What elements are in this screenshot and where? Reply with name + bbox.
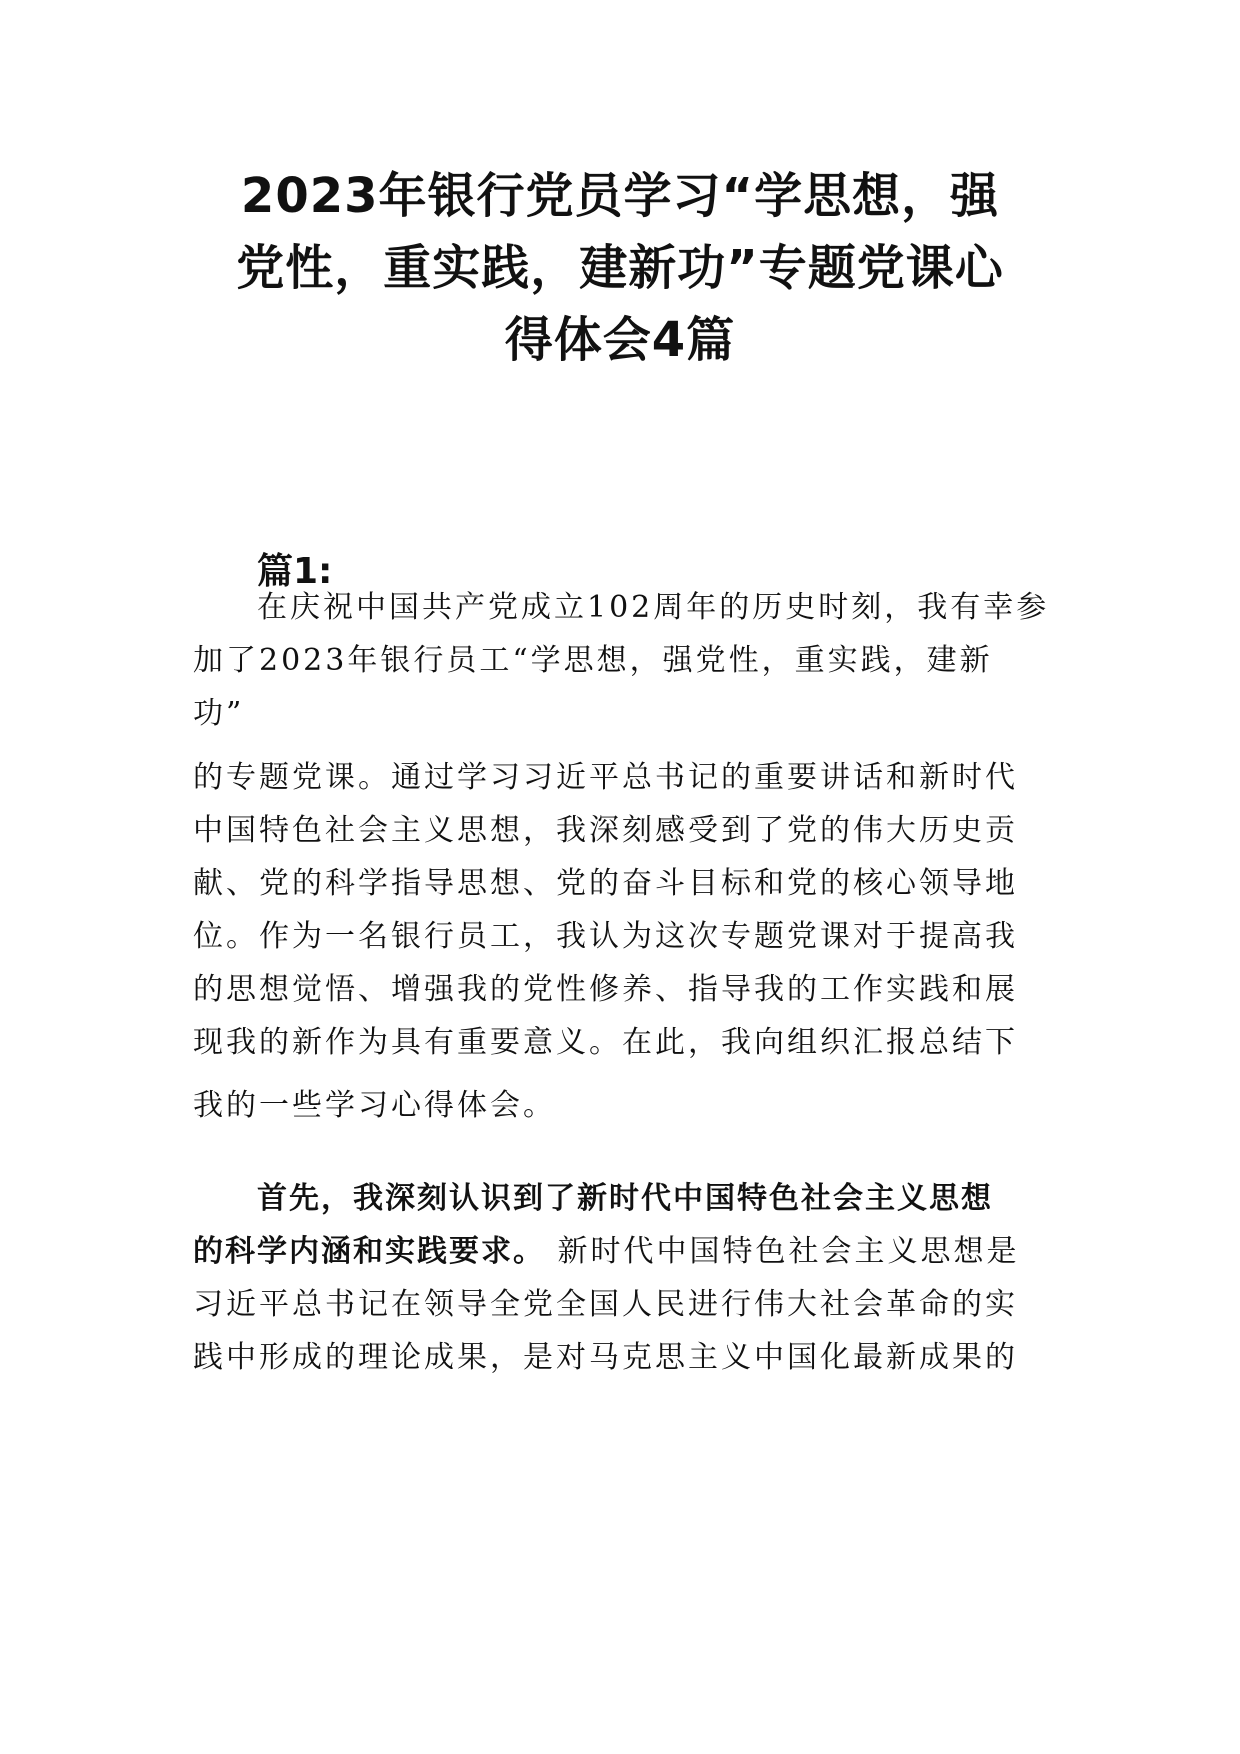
paragraph-line: 中国特色社会主义思想，我深刻感受到了党的伟大历史贡 [193, 813, 1018, 848]
paragraph-line: 的思想觉悟、增强我的党性修养、指导我的工作实践和展 [193, 972, 1018, 1007]
paragraph-line: 我的一些学习心得体会。 [193, 1088, 556, 1123]
section-heading: 篇1: [257, 551, 333, 592]
paragraph-line: 功” [193, 696, 245, 731]
paragraph-line: 加了2023年银行员工“学思想，强党性，重实践，建新 [193, 643, 993, 678]
paragraph-line: 在庆祝中国共产党成立102周年的历史时刻，我有幸参 [257, 590, 1050, 625]
paragraph-line: 献、党的科学指导思想、党的奋斗目标和党的核心领导地 [193, 866, 1018, 901]
title-line: 2023年银行党员学习“学思想，强 [240, 168, 1000, 224]
line-rest: 新时代中国特色社会主义思想是 [545, 1234, 1020, 1269]
paragraph-mixed-line [193, 1232, 1020, 1272]
bold-phrase: 的科学内涵和实践要求。 [193, 1234, 545, 1269]
document-title [180, 160, 1060, 376]
paragraph-line: 位。作为一名银行员工，我认为这次专题党课对于提高我 [193, 919, 1018, 954]
paragraph-line: 的专题党课。通过学习习近平总书记的重要讲话和新时代 [193, 760, 1018, 795]
paragraph-line: 现我的新作为具有重要意义。在此，我向组织汇报总结下 [193, 1025, 1018, 1060]
paragraph-line: 习近平总书记在领导全党全国人民进行伟大社会革命的实 [193, 1287, 1018, 1322]
paragraph-line: 践中形成的理论成果，是对马克思主义中国化最新成果的 [193, 1340, 1018, 1375]
paragraph-bold-line: 首先，我深刻认识到了新时代中国特色社会主义思想 [257, 1181, 993, 1216]
title-line: 得体会4篇 [504, 312, 736, 368]
title-line: 党性，重实践，建新功”专题党课心 [236, 240, 1004, 296]
